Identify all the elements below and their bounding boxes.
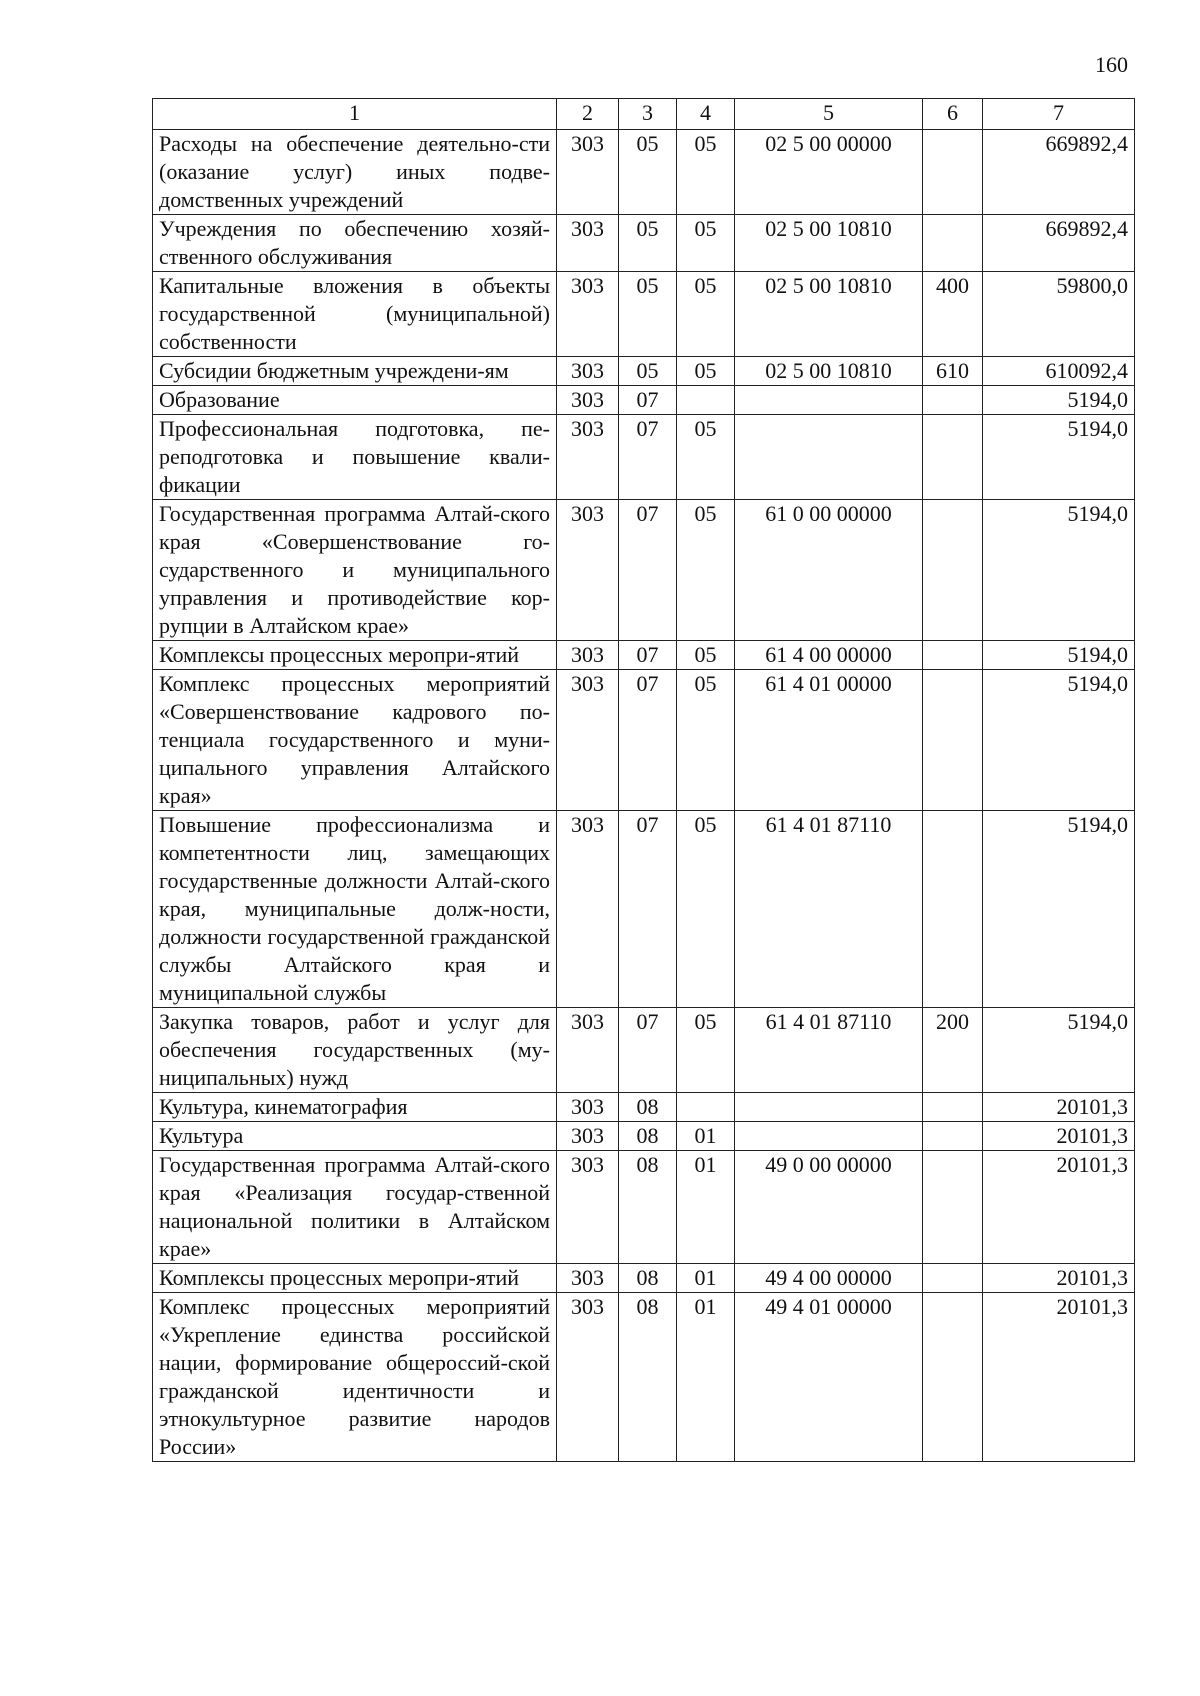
row-amount-cell: 20101,3 bbox=[983, 1122, 1135, 1151]
row-name-cell: Расходы на обеспечение деятельно-сти (оказание услуг) иных подве-домственных учреждений bbox=[153, 130, 557, 215]
budget-table bbox=[152, 98, 1135, 1462]
table-row bbox=[153, 130, 1135, 215]
row-name-cell: Комплекс процессных мероприятий «Совершенствование кадрового по-тенциала государственного и муни-ципального управления Алтайского края» bbox=[153, 670, 557, 811]
row-grbs-cell: 303 bbox=[557, 415, 619, 500]
table-row bbox=[153, 415, 1135, 500]
row-target-article-cell: 49 4 00 00000 bbox=[735, 1264, 923, 1293]
table-row bbox=[153, 357, 1135, 386]
row-subsection-cell: 05 bbox=[677, 415, 735, 500]
row-expense-type-cell bbox=[923, 1122, 983, 1151]
header-cell: 2 bbox=[557, 99, 619, 130]
row-target-article-cell: 61 0 00 00000 bbox=[735, 500, 923, 641]
row-amount-cell: 20101,3 bbox=[983, 1151, 1135, 1264]
row-grbs-cell: 303 bbox=[557, 386, 619, 415]
row-amount-cell: 20101,3 bbox=[983, 1093, 1135, 1122]
row-expense-type-cell bbox=[923, 1151, 983, 1264]
row-grbs-cell: 303 bbox=[557, 272, 619, 357]
row-name-cell: Закупка товаров, работ и услуг для обеспечения государственных (му-ниципальных) нужд bbox=[153, 1008, 557, 1093]
row-grbs-cell: 303 bbox=[557, 130, 619, 215]
row-section-cell: 08 bbox=[619, 1264, 677, 1293]
row-amount-cell: 5194,0 bbox=[983, 641, 1135, 670]
row-subsection-cell: 05 bbox=[677, 641, 735, 670]
table-row bbox=[153, 670, 1135, 811]
row-subsection-cell: 05 bbox=[677, 500, 735, 641]
row-expense-type-cell bbox=[923, 670, 983, 811]
header-row bbox=[153, 99, 1135, 130]
row-grbs-cell: 303 bbox=[557, 1293, 619, 1462]
table-row bbox=[153, 1093, 1135, 1122]
row-section-cell: 05 bbox=[619, 357, 677, 386]
row-section-cell: 07 bbox=[619, 641, 677, 670]
row-expense-type-cell bbox=[923, 500, 983, 641]
row-name-cell: Государственная программа Алтай-ского края «Совершенствование го-сударственного и муниципального управления и противодействие кор-рупции в Алтайском крае» bbox=[153, 500, 557, 641]
header-cell: 7 bbox=[983, 99, 1135, 130]
row-subsection-cell: 01 bbox=[677, 1122, 735, 1151]
row-amount-cell: 5194,0 bbox=[983, 415, 1135, 500]
row-subsection-cell: 05 bbox=[677, 1008, 735, 1093]
row-expense-type-cell: 400 bbox=[923, 272, 983, 357]
row-expense-type-cell bbox=[923, 641, 983, 670]
row-section-cell: 05 bbox=[619, 215, 677, 272]
row-grbs-cell: 303 bbox=[557, 1122, 619, 1151]
row-target-article-cell: 61 4 01 87110 bbox=[735, 811, 923, 1008]
row-section-cell: 07 bbox=[619, 1008, 677, 1093]
row-subsection-cell bbox=[677, 386, 735, 415]
row-target-article-cell: 49 0 00 00000 bbox=[735, 1151, 923, 1264]
row-expense-type-cell bbox=[923, 215, 983, 272]
row-expense-type-cell bbox=[923, 130, 983, 215]
row-expense-type-cell bbox=[923, 1293, 983, 1462]
row-grbs-cell: 303 bbox=[557, 1151, 619, 1264]
row-subsection-cell: 05 bbox=[677, 215, 735, 272]
row-subsection-cell: 05 bbox=[677, 811, 735, 1008]
row-name-cell: Субсидии бюджетным учреждени-ям bbox=[153, 357, 557, 386]
row-amount-cell: 5194,0 bbox=[983, 386, 1135, 415]
row-target-article-cell: 02 5 00 10810 bbox=[735, 215, 923, 272]
row-expense-type-cell bbox=[923, 1093, 983, 1122]
table-row bbox=[153, 1122, 1135, 1151]
row-name-cell: Комплексы процессных меропри-ятий bbox=[153, 1264, 557, 1293]
row-amount-cell: 20101,3 bbox=[983, 1293, 1135, 1462]
row-section-cell: 07 bbox=[619, 500, 677, 641]
header-cell: 5 bbox=[735, 99, 923, 130]
table-row bbox=[153, 1264, 1135, 1293]
row-target-article-cell: 02 5 00 10810 bbox=[735, 357, 923, 386]
row-subsection-cell bbox=[677, 1093, 735, 1122]
row-name-cell: Капитальные вложения в объекты государственной (муниципальной) собственности bbox=[153, 272, 557, 357]
table-row bbox=[153, 811, 1135, 1008]
table-row bbox=[153, 1151, 1135, 1264]
table-row bbox=[153, 215, 1135, 272]
row-section-cell: 08 bbox=[619, 1122, 677, 1151]
row-name-cell: Государственная программа Алтай-ского края «Реализация государ-ственной национальной политики в Алтайском крае» bbox=[153, 1151, 557, 1264]
row-grbs-cell: 303 bbox=[557, 811, 619, 1008]
header-cell: 1 bbox=[153, 99, 557, 130]
row-name-cell: Профессиональная подготовка, пе-реподготовка и повышение квали-фикации bbox=[153, 415, 557, 500]
header-cell: 3 bbox=[619, 99, 677, 130]
row-amount-cell: 20101,3 bbox=[983, 1264, 1135, 1293]
table-row bbox=[153, 386, 1135, 415]
row-section-cell: 08 bbox=[619, 1293, 677, 1462]
row-section-cell: 07 bbox=[619, 811, 677, 1008]
page-number: 160 bbox=[1095, 52, 1128, 77]
row-amount-cell: 5194,0 bbox=[983, 1008, 1135, 1093]
row-section-cell: 07 bbox=[619, 415, 677, 500]
table-row bbox=[153, 641, 1135, 670]
row-name-cell: Учреждения по обеспечению хозяй-ственного обслуживания bbox=[153, 215, 557, 272]
row-target-article-cell: 49 4 01 00000 bbox=[735, 1293, 923, 1462]
header-cell: 6 bbox=[923, 99, 983, 130]
row-target-article-cell: 61 4 01 87110 bbox=[735, 1008, 923, 1093]
row-amount-cell: 5194,0 bbox=[983, 811, 1135, 1008]
row-subsection-cell: 05 bbox=[677, 357, 735, 386]
row-expense-type-cell bbox=[923, 415, 983, 500]
row-subsection-cell: 01 bbox=[677, 1293, 735, 1462]
row-grbs-cell: 303 bbox=[557, 500, 619, 641]
header-cell: 4 bbox=[677, 99, 735, 130]
row-subsection-cell: 05 bbox=[677, 130, 735, 215]
row-name-cell: Комплекс процессных мероприятий «Укрепление единства российской нации, формирование общероссий-ской гражданской идентичности и этнокультурное развитие народов России» bbox=[153, 1293, 557, 1462]
row-target-article-cell: 61 4 00 00000 bbox=[735, 641, 923, 670]
row-expense-type-cell bbox=[923, 811, 983, 1008]
row-section-cell: 07 bbox=[619, 670, 677, 811]
row-grbs-cell: 303 bbox=[557, 641, 619, 670]
row-subsection-cell: 01 bbox=[677, 1264, 735, 1293]
row-expense-type-cell bbox=[923, 1264, 983, 1293]
row-target-article-cell bbox=[735, 415, 923, 500]
row-name-cell: Повышение профессионализма и компетентности лиц, замещающих государственные должности Алтай-ского края, муниципальные долж-ности, должности государственной гражданской службы Алтайского края и муниципальной службы bbox=[153, 811, 557, 1008]
row-grbs-cell: 303 bbox=[557, 215, 619, 272]
row-target-article-cell: 02 5 00 00000 bbox=[735, 130, 923, 215]
row-name-cell: Культура, кинематография bbox=[153, 1093, 557, 1122]
row-amount-cell: 59800,0 bbox=[983, 272, 1135, 357]
row-grbs-cell: 303 bbox=[557, 1093, 619, 1122]
row-grbs-cell: 303 bbox=[557, 1008, 619, 1093]
table-body bbox=[153, 130, 1135, 1462]
row-amount-cell: 5194,0 bbox=[983, 500, 1135, 641]
row-grbs-cell: 303 bbox=[557, 357, 619, 386]
row-subsection-cell: 05 bbox=[677, 272, 735, 357]
row-name-cell: Комплексы процессных меропри-ятий bbox=[153, 641, 557, 670]
row-section-cell: 07 bbox=[619, 386, 677, 415]
row-amount-cell: 669892,4 bbox=[983, 130, 1135, 215]
row-target-article-cell: 02 5 00 10810 bbox=[735, 272, 923, 357]
table-row bbox=[153, 1008, 1135, 1093]
row-subsection-cell: 01 bbox=[677, 1151, 735, 1264]
row-grbs-cell: 303 bbox=[557, 1264, 619, 1293]
row-name-cell: Культура bbox=[153, 1122, 557, 1151]
row-expense-type-cell: 200 bbox=[923, 1008, 983, 1093]
row-subsection-cell: 05 bbox=[677, 670, 735, 811]
row-target-article-cell bbox=[735, 1093, 923, 1122]
row-grbs-cell: 303 bbox=[557, 670, 619, 811]
row-section-cell: 08 bbox=[619, 1093, 677, 1122]
row-name-cell: Образование bbox=[153, 386, 557, 415]
table-row bbox=[153, 500, 1135, 641]
table-row bbox=[153, 1293, 1135, 1462]
row-target-article-cell bbox=[735, 386, 923, 415]
row-target-article-cell bbox=[735, 1122, 923, 1151]
row-amount-cell: 5194,0 bbox=[983, 670, 1135, 811]
row-expense-type-cell: 610 bbox=[923, 357, 983, 386]
row-expense-type-cell bbox=[923, 386, 983, 415]
row-amount-cell: 610092,4 bbox=[983, 357, 1135, 386]
table-row bbox=[153, 272, 1135, 357]
row-amount-cell: 669892,4 bbox=[983, 215, 1135, 272]
row-target-article-cell: 61 4 01 00000 bbox=[735, 670, 923, 811]
row-section-cell: 05 bbox=[619, 130, 677, 215]
row-section-cell: 05 bbox=[619, 272, 677, 357]
row-section-cell: 08 bbox=[619, 1151, 677, 1264]
